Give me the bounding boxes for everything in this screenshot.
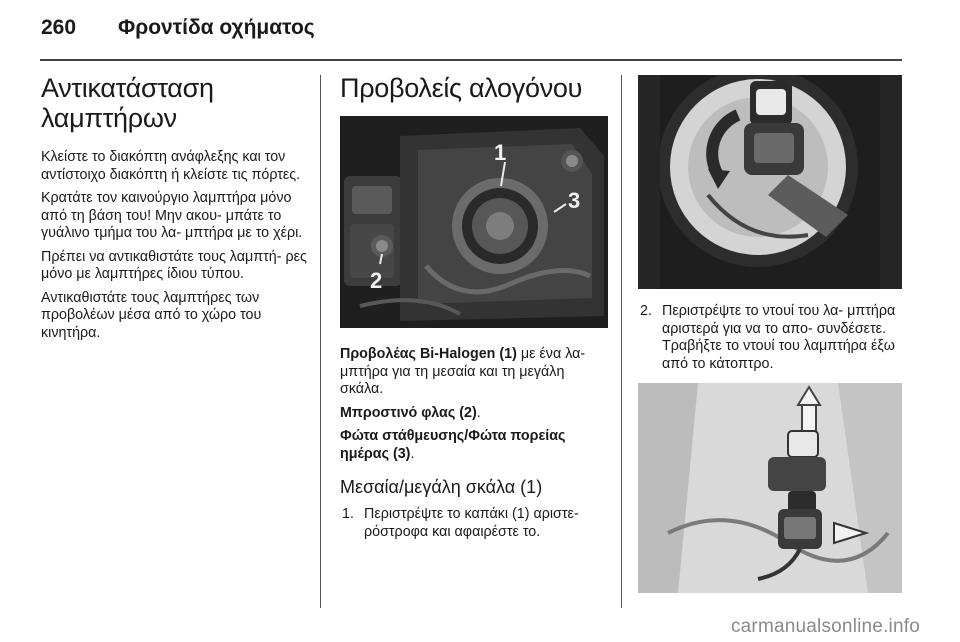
running-title: Φροντίδα οχήματος (118, 16, 315, 39)
step-2-number: 2. (640, 303, 652, 319)
figure-callout-1: 1 (494, 140, 507, 165)
page-number: 260 (41, 16, 77, 39)
bulb-socket-rotation-figure (638, 75, 902, 289)
paragraph-ignition-off: Κλείστε το διακόπτη ανάφλεξης και τον αντίστοιχο διακόπτη ή κλείστε τις πόρτες. (41, 149, 301, 183)
bulb-socket-rotation-illustration (638, 75, 902, 289)
legend-item-turn-signal (340, 405, 608, 423)
legend-item-2-text: . (476, 404, 481, 421)
section-title-halogen: Προβολείς αλογόνου (340, 73, 583, 103)
step-1-number: 1. (342, 506, 354, 522)
column-bulb-removal (638, 75, 902, 593)
header-divider (40, 59, 902, 61)
legend-item-1-text: με ένα λα- μπτήρα για τη μεσαία και τη μεγάλη σκάλα. (340, 346, 586, 397)
steps-list-col3 (638, 303, 902, 373)
legend-item-3-label: Φώτα στάθμευσης/Φώτα πορείας ημέρας (3) (340, 428, 566, 462)
subheading-low-high-beam: Μεσαία/μεγάλη σκάλα (1) (340, 477, 543, 497)
legend-item-3-text: . (410, 445, 415, 462)
step-1 (340, 506, 608, 541)
section-title-line2: λαμπτήρων (41, 103, 177, 133)
column-bulb-replacement (41, 73, 309, 348)
column-halogen-headlights (340, 73, 608, 541)
column-divider-1 (320, 75, 321, 608)
column-divider-2 (621, 75, 622, 608)
figure-callout-3: 3 (568, 188, 581, 213)
figure-callout-2: 2 (370, 268, 383, 293)
step-1-text: Περιστρέψτε το καπάκι (1) αριστε- ρόστροφα και αφαιρέστε το. (364, 506, 579, 540)
legend-item-parking-lights (340, 428, 608, 463)
steps-list-col2 (340, 506, 608, 541)
bulb-pull-out-figure (638, 383, 902, 593)
legend-item-bi-halogen (340, 346, 608, 399)
legend-item-2-label: Μπροστινό φλας (2) (340, 404, 477, 421)
step-2-text: Περιστρέψτε το ντουί του λα- μπτήρα αριστερά για να το απο- συνδέσετε. Τραβήξτε το ντουί του λαμπτήρα έξω από το κάτοπτρο. (662, 303, 896, 372)
headlight-assembly-illustration (340, 116, 608, 328)
legend-item-1-label: Προβολέας Bi-Halogen (1) (340, 346, 517, 362)
section-title-bulb-replacement (41, 73, 309, 133)
section-title-line1: Αντικατάσταση (41, 73, 214, 103)
paragraph-hold-bulb-base: Κρατάτε τον καινούργιο λαμπτήρα μόνο από τη βάση του! Μην ακου- μπάτε το γυάλινο τμήμα του λα- μπτήρα με το χέρι. (41, 190, 303, 241)
paragraph-engine-compartment: Αντικαθιστάτε τους λαμπτήρες των προβολέων μέσα από το χώρο του κινητήρα. (41, 289, 262, 341)
headlight-assembly-figure (340, 116, 608, 328)
step-2 (638, 303, 902, 373)
paragraph-same-type: Πρέπει να αντικαθιστάτε τους λαμπτή- ρες μόνο με λαμπτήρες ίδιου τύπου. (41, 248, 307, 282)
site-watermark: carmanualsonline.info (730, 616, 920, 637)
bulb-pull-out-illustration (638, 383, 902, 593)
